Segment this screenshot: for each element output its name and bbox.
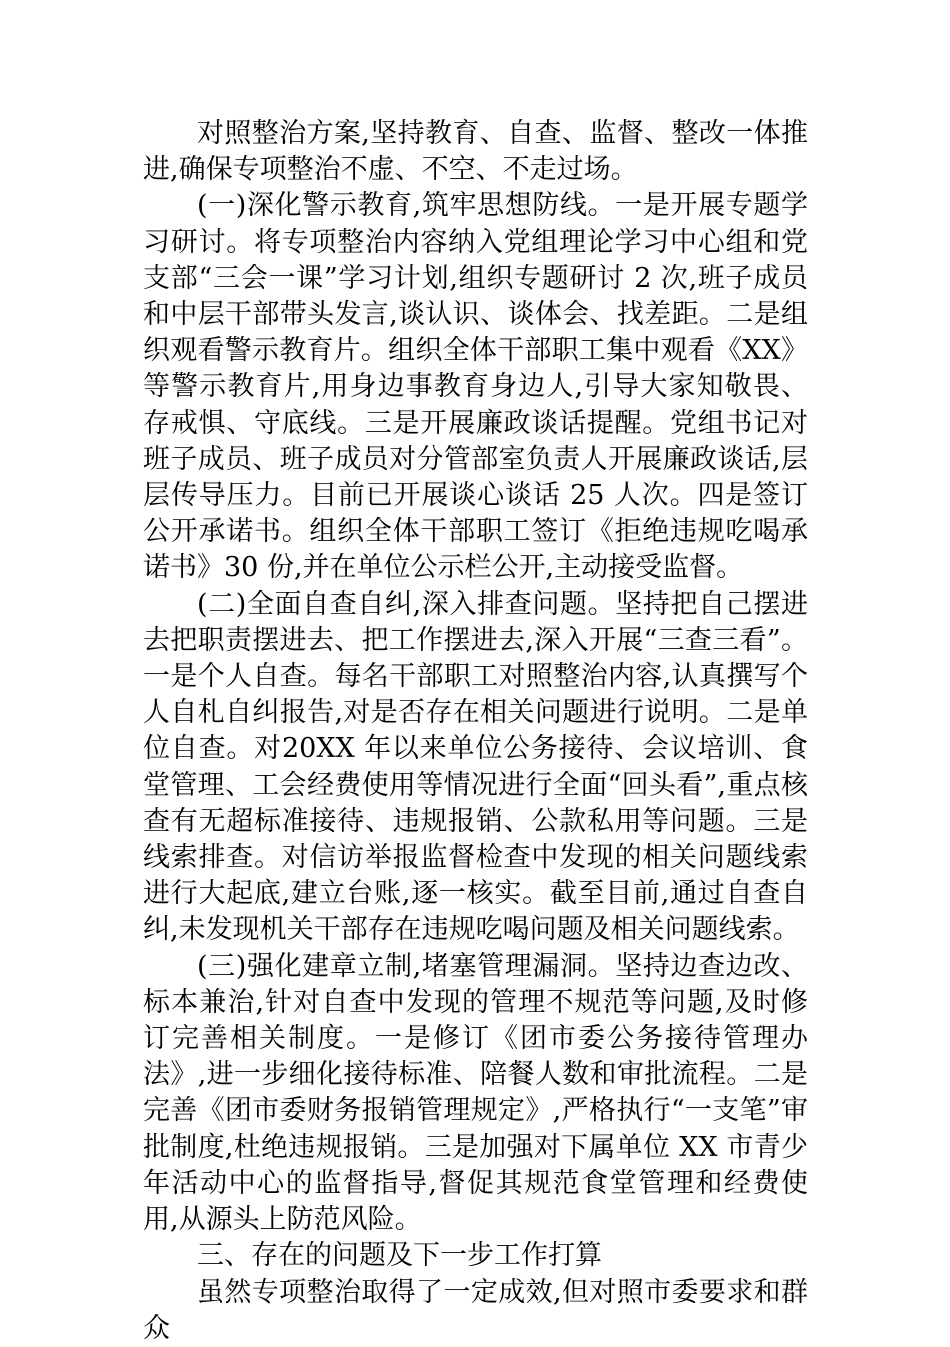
section-heading-problems: 三、存在的问题及下一步工作打算 xyxy=(197,1240,602,1272)
paragraph-problems-intro: 虽然专项整治取得了一定成效,但对照市委要求和群众 xyxy=(143,1276,808,1344)
paragraph-rules-building: (三)强化建章立制,堵塞管理漏洞。坚持边查边改、标本兼治,针对自查中发现的管理不规范等问题,及时修订完善相关制度。一是修订《团市委公务接待管理办法》,进一步细化接待标准、陪餐人数和审批流程。二是完善《团市委财务报销管理规定》,严格执行“一支笔”审批制度,杜绝违规报销。三是加强对下属单位 XX 市青少年活动中心的监督指导,督促其规范食堂管理和经费使用,从源头上防范风险。 xyxy=(143,950,808,1236)
paragraph-self-inspection: (二)全面自查自纠,深入排查问题。坚持把自己摆进去把职责摆进去、把工作摆进去,深入开展“三查三看”。一是个人自查。每名干部职工对照整治内容,认真撰写个人自札自纠报告,对是否存在相关问题进行说明。二是单位自查。对20XX 年以来单位公务接待、会议培训、食堂管理、工会经费使用等情况进行全面“回头看”,重点核查有无超标准接待、违规报销、公款私用等问题。三是线索排查。对信访举报监督检查中发现的相关问题线索进行大起底,建立台账,逐一核实。截至目前,通过自查自纠,未发现机关干部存在违规吃喝问题及相关问题线索。 xyxy=(143,588,808,946)
paragraph-warning-education: (一)深化警示教育,筑牢思想防线。一是开展专题学习研讨。将专项整治内容纳入党组理论学习中心组和党支部“三会一课”学习计划,组织专题研讨 2 次,班子成员和中层干部带头发言,谈认识、谈体会、找差距。二是组织观看警示教育片。组织全体干部职工集中观看《XX》等警示教育片,用身边事教育身边人,引导大家知敬畏、存戒惧、守底线。三是开展廉政谈话提醒。党组书记对班子成员、班子成员对分管部室负责人开展廉政谈话,层层传导压力。目前已开展谈心谈话 25 人次。四是签订公开承诺书。组织全体干部职工签订《拒绝违规吃喝承诺书》30 份,并在单位公示栏公开,主动接受监督。 xyxy=(143,190,808,584)
paragraph-intro: 对照整治方案,坚持教育、自查、监督、整改一体推进,确保专项整治不虚、不空、不走过场。 xyxy=(143,118,808,186)
document-body xyxy=(143,116,808,1347)
